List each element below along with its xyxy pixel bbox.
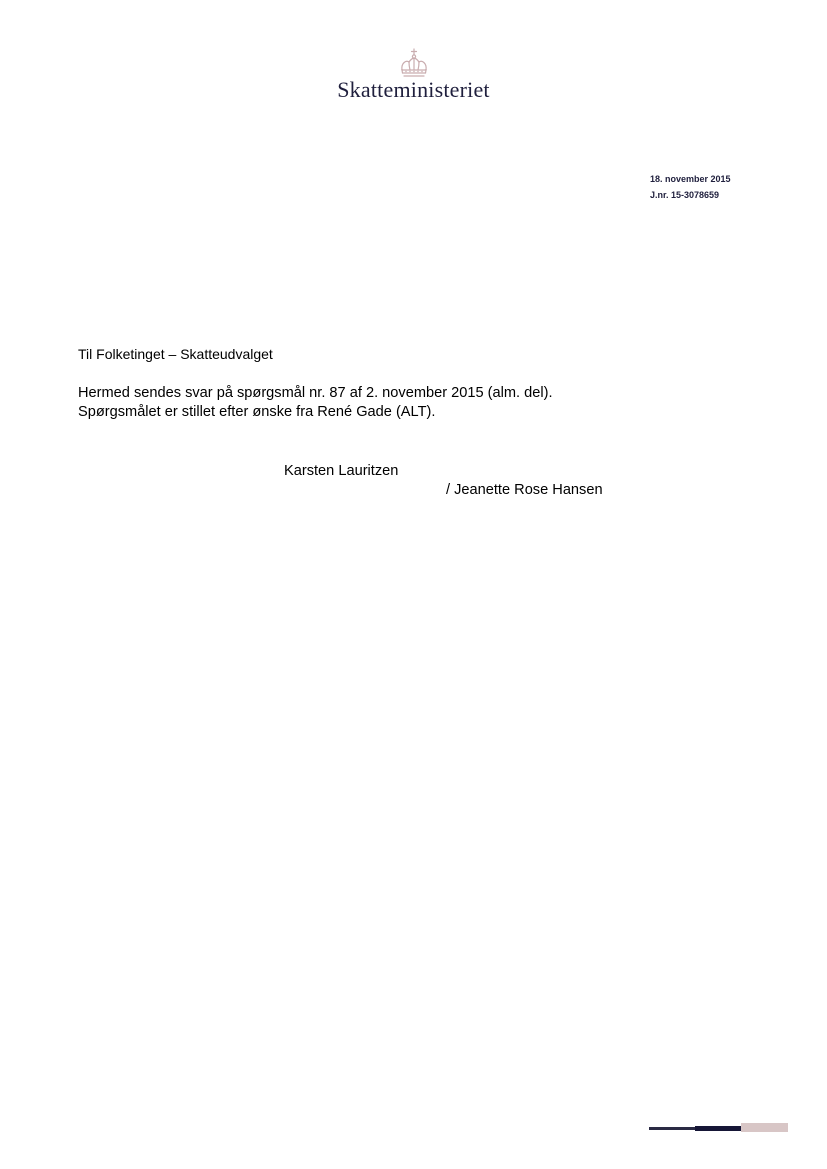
footer-color-bar xyxy=(649,1123,788,1132)
recipient-line: Til Folketinget – Skatteudvalget xyxy=(78,346,273,362)
official-signature: / Jeanette Rose Hansen xyxy=(446,482,603,498)
footer-bar-segment-navy xyxy=(695,1126,741,1131)
message-line: Spørgsmålet er stillet efter ønske fra René Gade (ALT). xyxy=(78,404,436,420)
message-body xyxy=(78,384,553,422)
footer-bar-segment-light xyxy=(741,1123,788,1132)
journal-number: J.nr. 15-3078659 xyxy=(650,190,720,200)
crown-icon xyxy=(398,48,430,78)
reference-block xyxy=(650,171,800,203)
minister-signature: Karsten Lauritzen xyxy=(284,463,399,479)
message-line: Hermed sendes svar på spørgsmål nr. 87 af 2. november 2015 (alm. del). xyxy=(78,385,553,401)
ministry-name: Skatteministeriet xyxy=(337,77,490,102)
footer-bar-segment-dark xyxy=(649,1127,696,1130)
letter-date: 18. november 2015 xyxy=(650,174,731,184)
letterhead xyxy=(0,48,827,102)
